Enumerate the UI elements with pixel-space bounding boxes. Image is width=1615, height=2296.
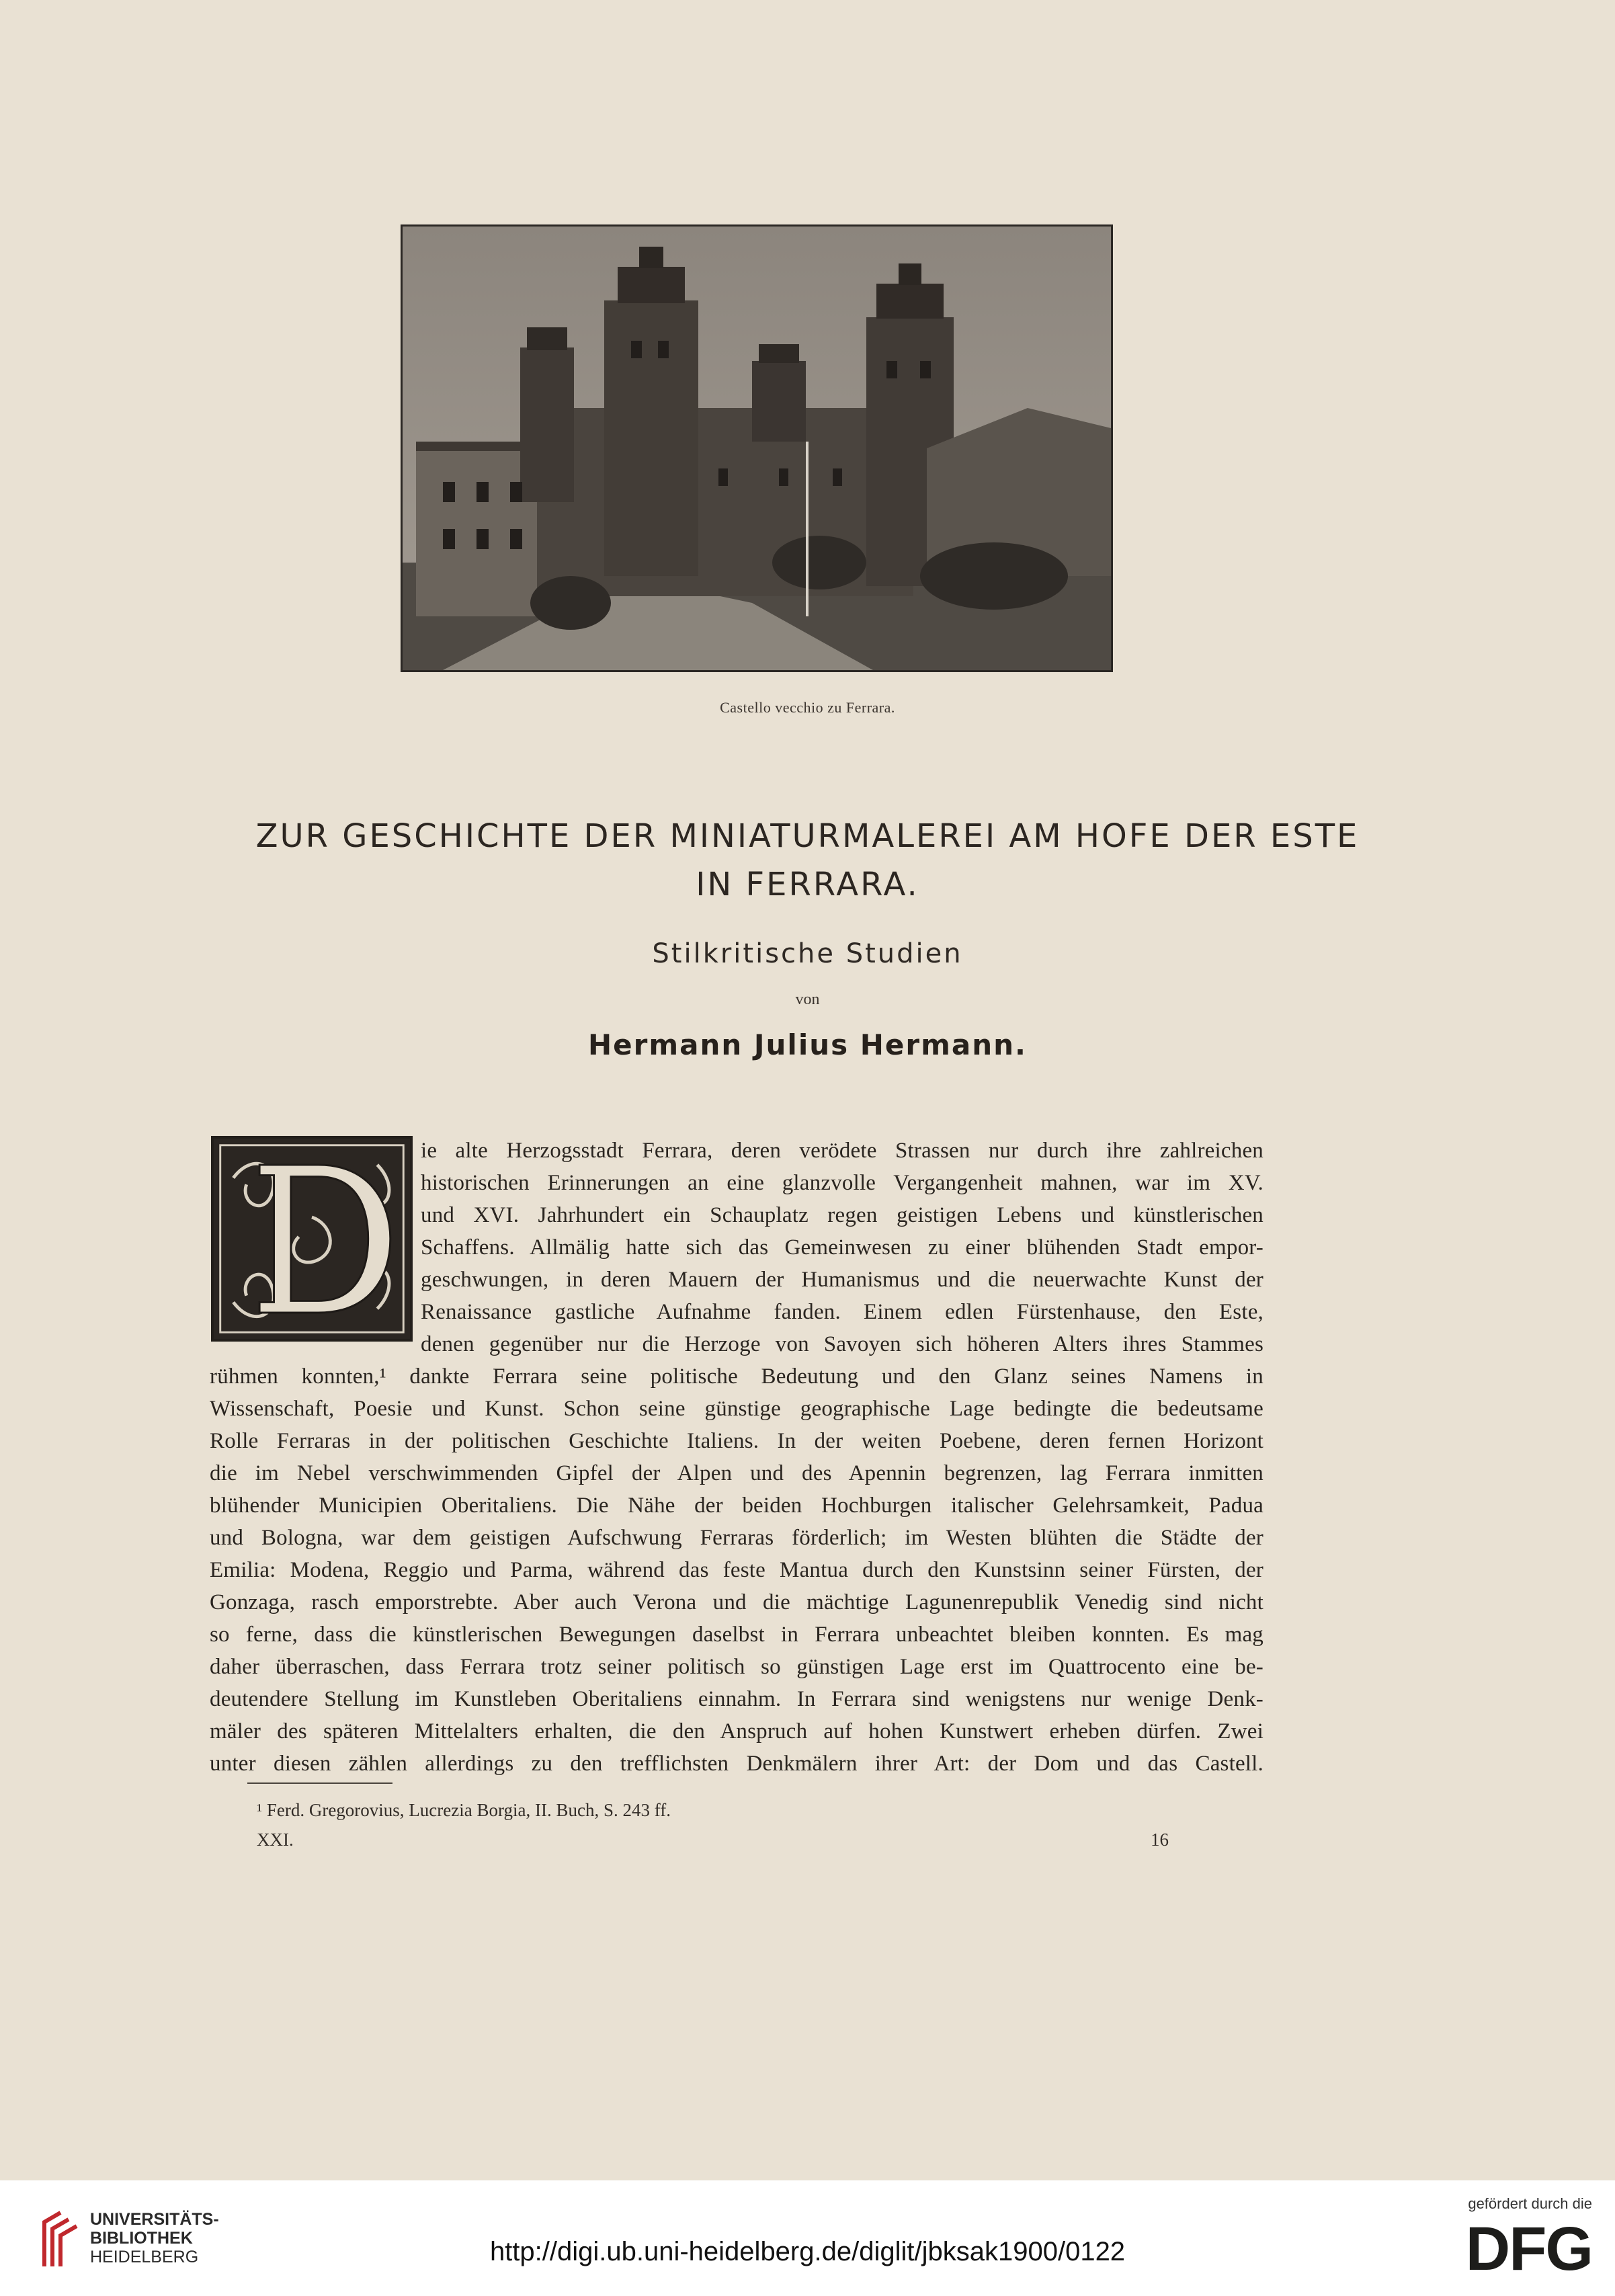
- text-line: und Bologna, war dem geistigen Aufschwung Ferraras förderlich; im Westen blühten die Städte der: [210, 1526, 1264, 1550]
- text-line: daher überraschen, dass Ferrara trotz seiner politisch so günstigen Lage erst im Quattrocento eine be-: [210, 1655, 1264, 1679]
- text-line: Rolle Ferraras in der politischen Geschichte Italiens. In der weiten Poebene, deren fernen Horizont: [210, 1429, 1264, 1453]
- text-line: so ferne, dass die künstlerischen Bewegungen daselbst in Ferrara unbeachtet bleiben konnten. Es mag: [210, 1623, 1264, 1647]
- text-line: die im Nebel verschwimmenden Gipfel der Alpen und des Apennin begrenzen, lag Ferrara inmitten: [210, 1461, 1264, 1485]
- page-number: 16: [1151, 1830, 1169, 1850]
- ornamental-dropcap: [211, 1136, 413, 1342]
- text-line: Emilia: Modena, Reggio und Parma, während das feste Mantua durch den Kunstsinn seiner Fürsten, der: [210, 1558, 1264, 1582]
- text-line: mäler des späteren Mittelalters erhalten, die den Anspruch auf hohen Kunstwert erheben dürfen. Zwei: [210, 1719, 1264, 1744]
- byline-von: von: [795, 991, 820, 1008]
- text-line: denen gegenüber nur die Herzoge von Savoyen sich höheren Alters ihres Stammes: [421, 1332, 1264, 1356]
- library-name-line-2: BIBLIOTHEK: [90, 2229, 193, 2248]
- text-line: unter diesen zählen allerdings zu den trefflichsten Denkmälern ihrer Art: der Dom und das Castell.: [210, 1752, 1264, 1776]
- funding-label: gefördert durch die: [1468, 2195, 1592, 2212]
- castle-photograph: [401, 224, 1113, 672]
- text-line: Gonzaga, rasch emporstrebte. Aber auch Verona und die mächtige Lagunenrepublik Venedig sind nicht: [210, 1590, 1264, 1614]
- text-line: ie alte Herzogsstadt Ferrara, deren verödete Strassen nur durch ihre zahlreichen: [421, 1139, 1264, 1163]
- article-subtitle: Stilkritische Studien: [652, 938, 963, 969]
- text-line: geschwungen, in deren Mauern der Humanismus und die neuerwachte Kunst der: [421, 1268, 1264, 1292]
- permalink-url[interactable]: http://digi.ub.uni-heidelberg.de/diglit/jbksak1900/0122: [489, 2237, 1126, 2266]
- text-line: blühender Municipien Oberitaliens. Die Nähe der beiden Hochburgen italischer Gelehrsamkeit, Padua: [210, 1493, 1264, 1518]
- library-name-line-3: HEIDELBERG: [90, 2248, 199, 2266]
- article-title: [0, 812, 1615, 909]
- footnote: ¹ Ferd. Gregorovius, Lucrezia Borgia, II. Buch, S. 243 ff.: [257, 1800, 671, 1820]
- dfg-logo: DFG: [1465, 2215, 1592, 2283]
- signature-mark: XXI.: [257, 1830, 294, 1850]
- text-line: Schaffens. Allmälig hatte sich das Gemeinwesen zu einer blühenden Stadt empor-: [421, 1235, 1264, 1260]
- article-title-line-1: ZUR GESCHICHTE DER MINIATURMALEREI AM HOFE DER ESTE: [255, 817, 1360, 855]
- text-line: historischen Erinnerungen an eine glanzvolle Vergangenheit mahnen, war im XV.: [421, 1171, 1264, 1195]
- text-line: deutendere Stellung im Kunstleben Oberitaliens einnahm. In Ferrara sind wenigstens nur wenige Denk-: [210, 1687, 1264, 1711]
- photo-caption: Castello vecchio zu Ferrara.: [720, 699, 895, 716]
- text-line: Wissenschaft, Poesie und Kunst. Schon seine günstige geographische Lage bedingte die bedeutsame: [210, 1397, 1264, 1421]
- digitization-footer: [0, 2180, 1615, 2296]
- text-line: rühmen konnten,¹ dankte Ferrara seine politische Bedeutung und den Glanz seines Namens in: [210, 1364, 1264, 1389]
- footnote-rule: [247, 1782, 392, 1784]
- library-name-line-1: UNIVERSITÄTS-: [90, 2210, 219, 2229]
- text-line: Renaissance gastliche Aufnahme fanden. Einem edlen Fürstenhause, den Este,: [421, 1300, 1264, 1324]
- article-title-line-2: IN FERRARA.: [696, 866, 919, 903]
- text-line: und XVI. Jahrhundert ein Schauplatz regen geistigen Lebens und künstlerischen: [421, 1203, 1264, 1227]
- author-name: Hermann Julius Hermann.: [588, 1028, 1027, 1061]
